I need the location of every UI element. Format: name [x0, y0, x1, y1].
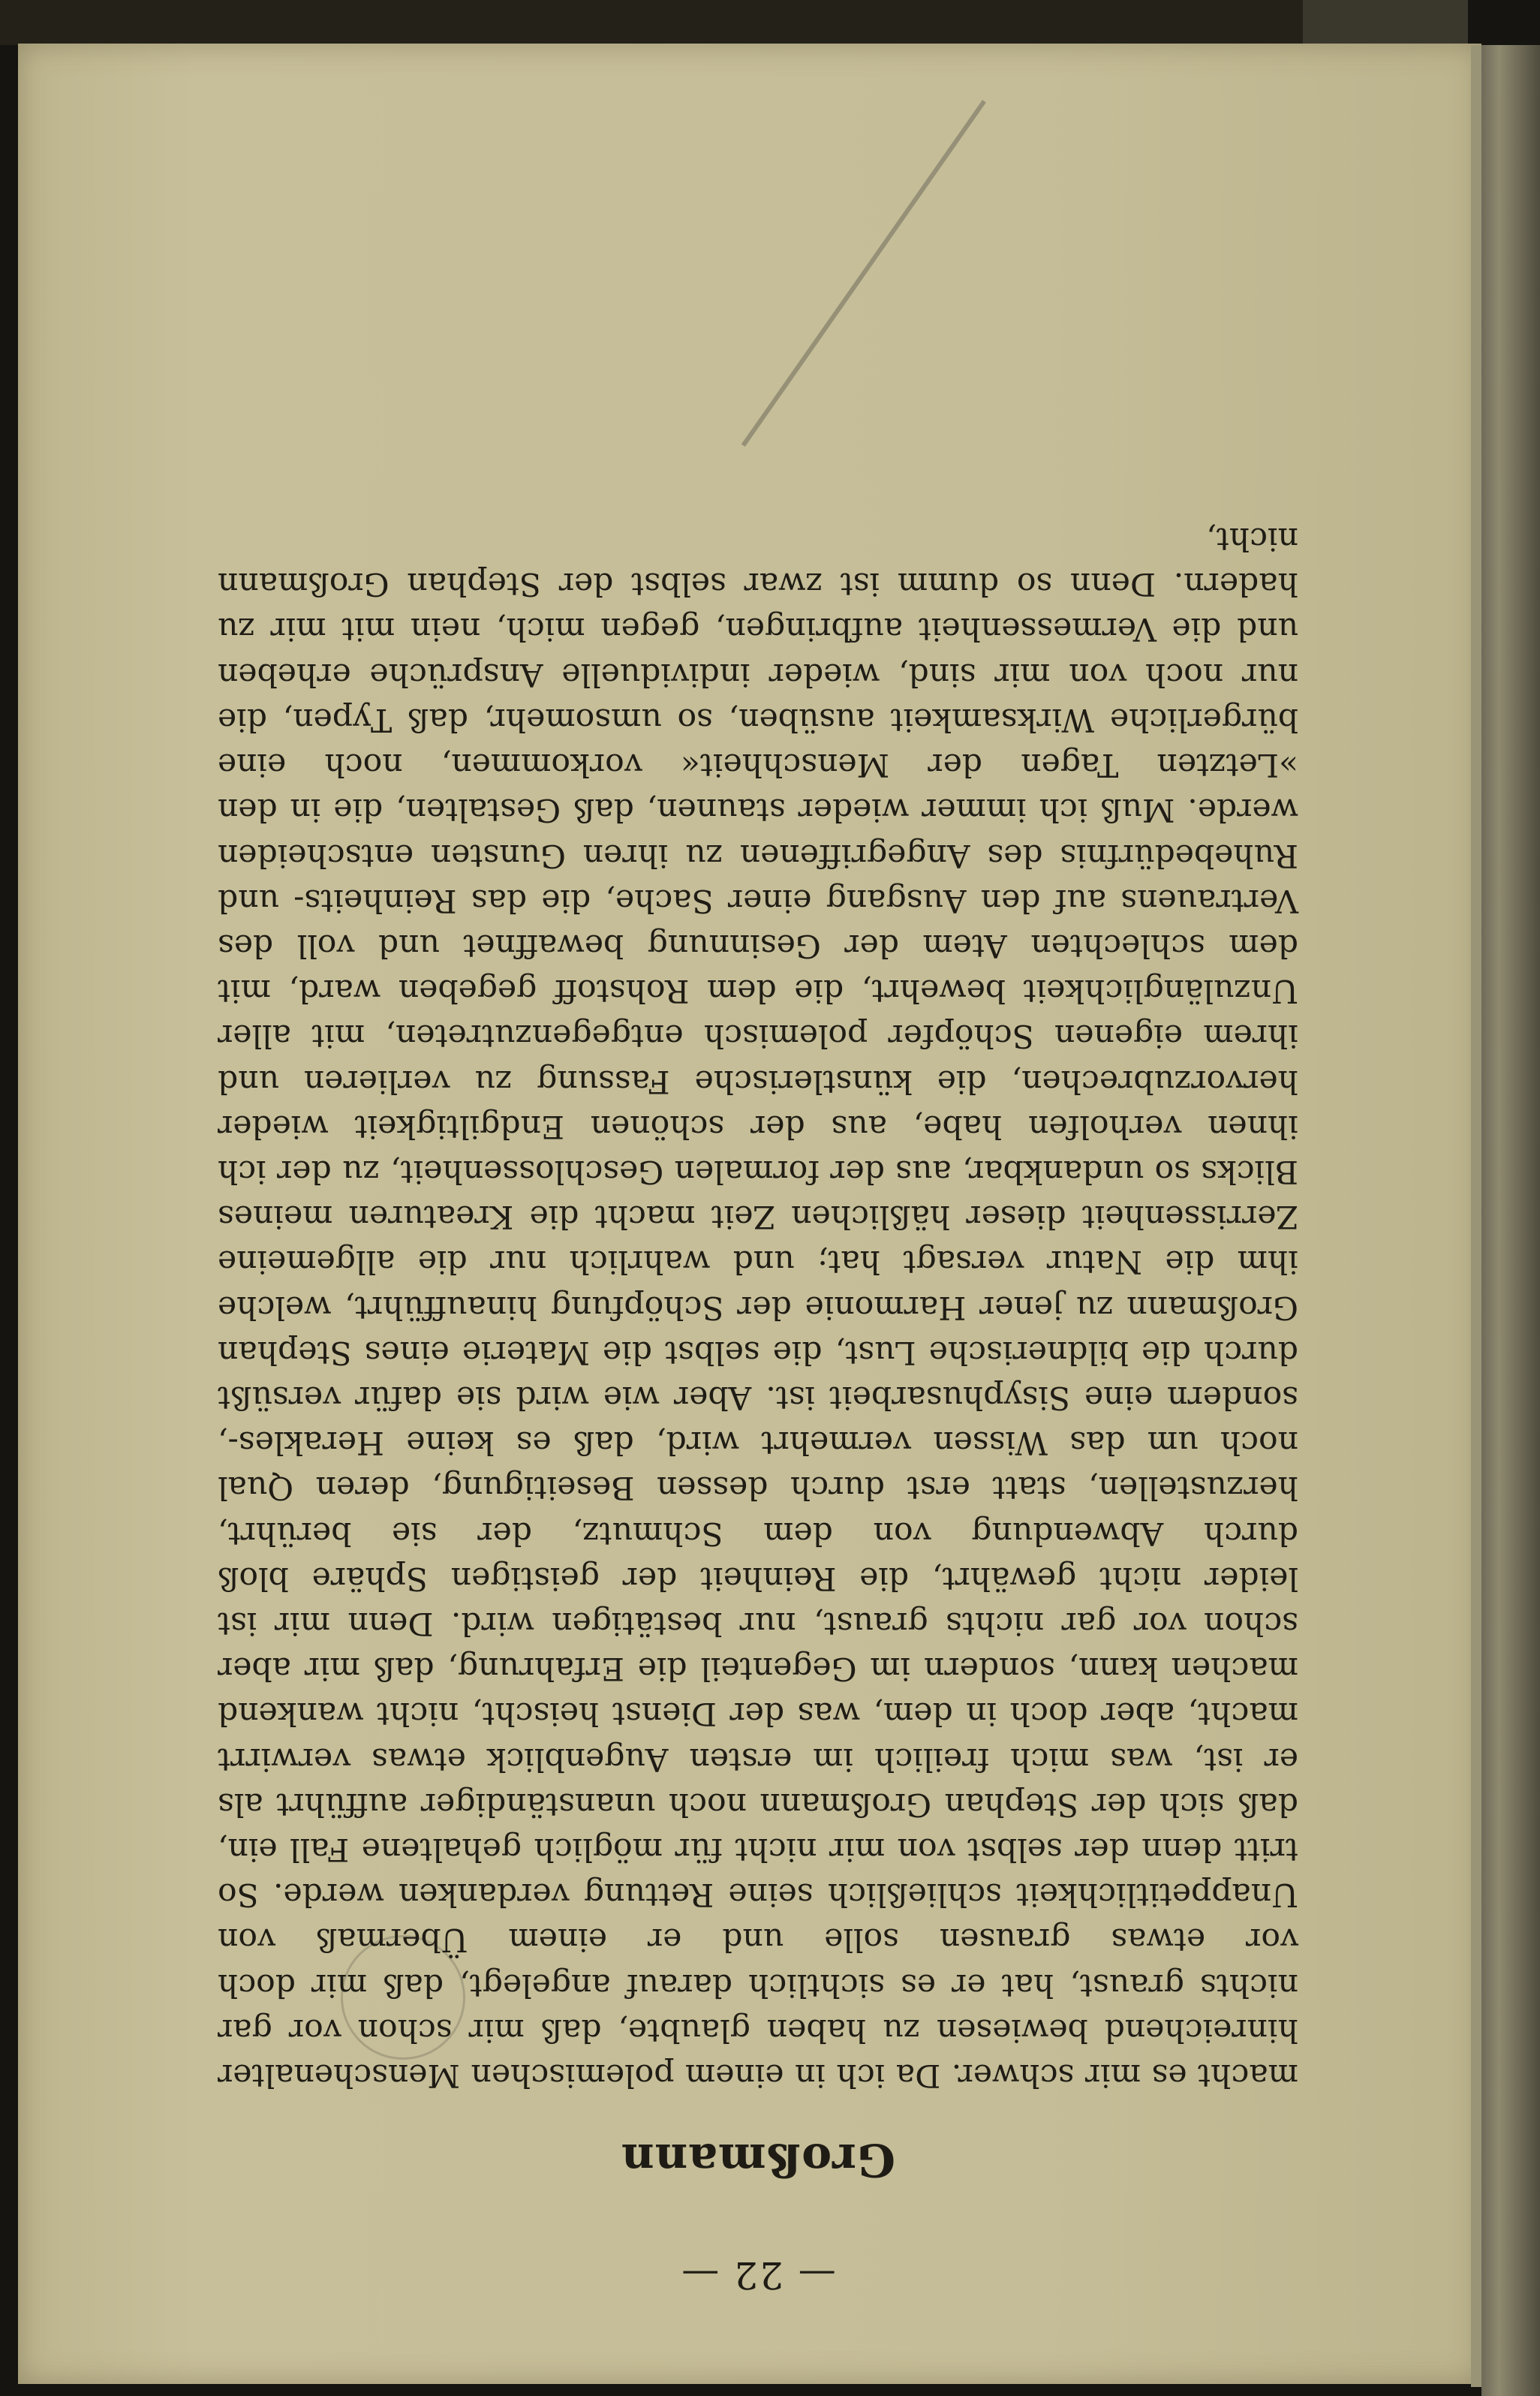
scan-border-top-right — [1303, 0, 1468, 45]
book-spine — [1481, 45, 1540, 2396]
scan-border-top — [0, 0, 1303, 45]
page-number: — 22 — — [680, 2253, 836, 2297]
chapter-title: Großmann — [620, 2133, 896, 2186]
body-paragraph: macht es mir schwer. Da ich in einem polemischen Menschenalter hinreichend bewiesen zu haben glaubte, daß mir schon vor gar nichts graust, hat er es sichtlich darauf angelegt, daß mir doch vor etwas grausen solle und er einem Übermaß von Unappetitlichkeit schließlich seine Rettung verdanken werde. So tritt denn der selbst von mir nicht für möglich gehaltene Fall ein, daß sich der Stephan Großmann noch unanständiger aufführt als er ist, was mich freilich im ersten Augenblick etwas verwirrt macht, aber doch in dem, was der Dienst heischt, nicht wankend machen kann, sondern im Gegenteil die Erfahrung, daß mir aber schon vor gar nichts graust, nur bestätigen wird. Denn mir ist leider nicht gewährt, die Reinheit der geistigen Sphäre bloß durch Abwendung von dem Schmutz, der sie berührt, herzustellen, statt erst durch dessen Beseitigung, deren Qual noch um das Wissen vermehrt wird, daß es keine Herakles-, sondern eine Sisyphusarbeit ist. Aber wie wird sie dafür versüßt durch die bildnerische Lust, die selbst die Materie eines Stephan Großmann zu jener Harmonie der Schöpfung hinaufführt, welche ihm die Natur versagt hat; und wahrlich nur die allgemeine Zerrissenheit dieser häßlichen Zeit macht die Kreaturen meines Blicks so undankbar, aus der formalen Geschlossenheit, zu der ich ihnen verholfen habe, aus der schönen Endgiltigkeit wieder hervorzubrechen, die künstlerische Fassung zu verlieren und ihrem eigenen Schöpfer polemisch entgegenzutreten, mit aller Unzulänglichkeit bewehrt, die dem Rohstoff gegeben ward, mit dem schlechten Atem der Gesinnung bewaffnet und voll des Vertrauens auf den Ausgang einer Sache, die das Reinheits- und Ruhebedürfnis des Angegriffenen zu ihren Gunsten entscheiden werde. Muß ich immer wieder staunen, daß Gestalten, die in den »Letzten Tagen der Menschheit« vorkommen, noch eine bürgerliche Wirksamkeit ausüben, so umsomehr, daß Typen, die nur noch von mir sind, wieder individuelle Ansprüche erheben und die Vermessenheit aufbringen, gegen mich, nein mit mir zu hadern. Denn so dumm ist zwar selbst der Stephan Großmann nicht, — [218, 520, 1298, 2093]
page-content-upside-down — [218, 330, 1298, 2297]
